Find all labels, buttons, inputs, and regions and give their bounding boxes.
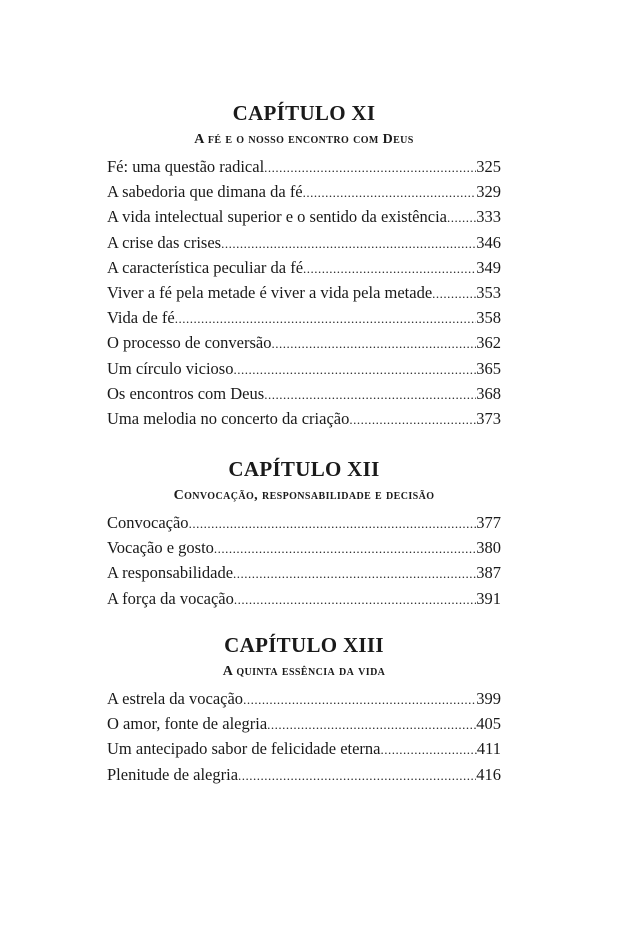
- toc-entry-title: A crise das crises: [107, 232, 222, 252]
- toc-entry-title: Viver a fé pela metade é viver a vida pela metade: [107, 282, 433, 302]
- toc-entry-page: 399: [476, 689, 501, 708]
- toc-entry[interactable]: [107, 356, 501, 381]
- chapter-title: CAPÍTULO XII: [228, 457, 380, 481]
- toc-entry-page: 353: [476, 282, 501, 302]
- dot-leader: [189, 511, 477, 535]
- chapter-title: CAPÍTULO XI: [232, 101, 376, 125]
- toc-entry-page: 377: [476, 513, 501, 532]
- dot-leader: [238, 763, 476, 787]
- toc-entry[interactable]: [107, 381, 501, 406]
- chapter-13: [107, 632, 501, 787]
- toc-entry-title: Vocação e gosto: [107, 538, 214, 558]
- toc-entry-title: Plenitude de alegria: [107, 764, 239, 784]
- toc-entry[interactable]: [107, 762, 501, 787]
- toc-entry-page: 329: [476, 182, 501, 202]
- toc-entry-page: 349: [476, 257, 501, 277]
- chapter-11: [107, 100, 501, 431]
- toc-entry[interactable]: [107, 711, 501, 736]
- dot-leader: [175, 306, 477, 330]
- dot-leader: [303, 256, 476, 280]
- toc-entry-title: Uma melodia no concerto da criação: [107, 408, 350, 428]
- toc-entry[interactable]: [107, 280, 501, 305]
- dot-leader: [264, 382, 476, 406]
- toc-entry-page: 411: [476, 739, 501, 759]
- dot-leader: [432, 281, 476, 305]
- toc-entry-list: [107, 686, 501, 787]
- toc-entry[interactable]: [107, 586, 501, 611]
- toc-entry-title: A vida intelectual superior e o sentido da existência: [107, 207, 447, 227]
- toc-entry[interactable]: [107, 510, 501, 535]
- toc-entry-page: 373: [476, 408, 501, 428]
- dot-leader: [214, 536, 476, 560]
- dot-leader: [267, 712, 476, 736]
- toc-entry[interactable]: [107, 535, 501, 560]
- toc-entry-page: 325: [476, 157, 501, 176]
- toc-entry[interactable]: [107, 305, 501, 330]
- toc-entry-page: 333: [476, 207, 501, 227]
- dot-leader: [303, 180, 477, 204]
- toc-entry-title: O amor, fonte de alegria: [107, 714, 268, 734]
- dot-leader: [221, 231, 476, 255]
- dot-leader: [349, 407, 476, 431]
- toc-entry-title: Um antecipado sabor de felicidade eterna: [107, 739, 381, 759]
- chapter-subtitle: Convocação, responsabilidade e decisão: [173, 488, 435, 503]
- toc-entry-title: Vida de fé: [107, 308, 175, 328]
- toc-entry-page: 416: [476, 764, 501, 784]
- toc-entry[interactable]: [107, 204, 501, 229]
- chapter-12: [107, 456, 501, 611]
- chapter-subtitle: A fé e o nosso encontro com Deus: [194, 132, 414, 147]
- dot-leader: [447, 205, 476, 229]
- toc-entry-page: 405: [476, 714, 501, 734]
- dot-leader: [233, 561, 476, 585]
- toc-entry[interactable]: [107, 154, 501, 179]
- toc-entry[interactable]: [107, 255, 501, 280]
- toc-entry-title: A estrela da vocação: [107, 689, 244, 708]
- toc-entry-title: Os encontros com Deus: [107, 383, 265, 403]
- toc-entry-title: A responsabilidade: [107, 563, 234, 583]
- dot-leader: [381, 737, 477, 761]
- toc-entry-page: 391: [476, 588, 501, 608]
- toc-entry[interactable]: [107, 330, 501, 355]
- toc-entry-page: 380: [476, 538, 501, 558]
- dot-leader: [271, 331, 476, 355]
- toc-entry-list: [107, 154, 501, 431]
- chapter-title: CAPÍTULO XIII: [224, 633, 384, 657]
- toc-entry-page: 358: [476, 308, 501, 328]
- toc-entry-title: A força da vocação: [107, 588, 234, 608]
- chapter-subtitle: A quinta essência da vida: [222, 664, 386, 679]
- dot-leader: [233, 357, 476, 381]
- toc-entry-title: A sabedoria que dimana da fé: [107, 182, 303, 202]
- toc-entry-page: 346: [476, 232, 501, 252]
- toc-entry-title: Um círculo vicioso: [107, 358, 234, 378]
- toc-entry-list: [107, 510, 501, 611]
- dot-leader: [234, 587, 476, 611]
- toc-entry-title: Fé: uma questão radical: [107, 157, 265, 176]
- toc-entry-page: 362: [476, 333, 501, 353]
- toc-entry-title: O processo de conversão: [107, 333, 272, 353]
- dot-leader: [264, 155, 476, 179]
- toc-entry-page: 365: [476, 358, 501, 378]
- toc-entry[interactable]: [107, 179, 501, 204]
- toc-entry-page: 368: [476, 383, 501, 403]
- toc-entry-title: A característica peculiar da fé: [107, 257, 304, 277]
- toc-entry-title: Convocação: [107, 513, 189, 532]
- toc-entry-page: 387: [476, 563, 501, 583]
- toc-entry[interactable]: [107, 736, 501, 761]
- dot-leader: [243, 687, 476, 711]
- toc-entry[interactable]: [107, 230, 501, 255]
- toc-entry[interactable]: [107, 560, 501, 585]
- toc-entry[interactable]: [107, 686, 501, 711]
- toc-entry[interactable]: [107, 406, 501, 431]
